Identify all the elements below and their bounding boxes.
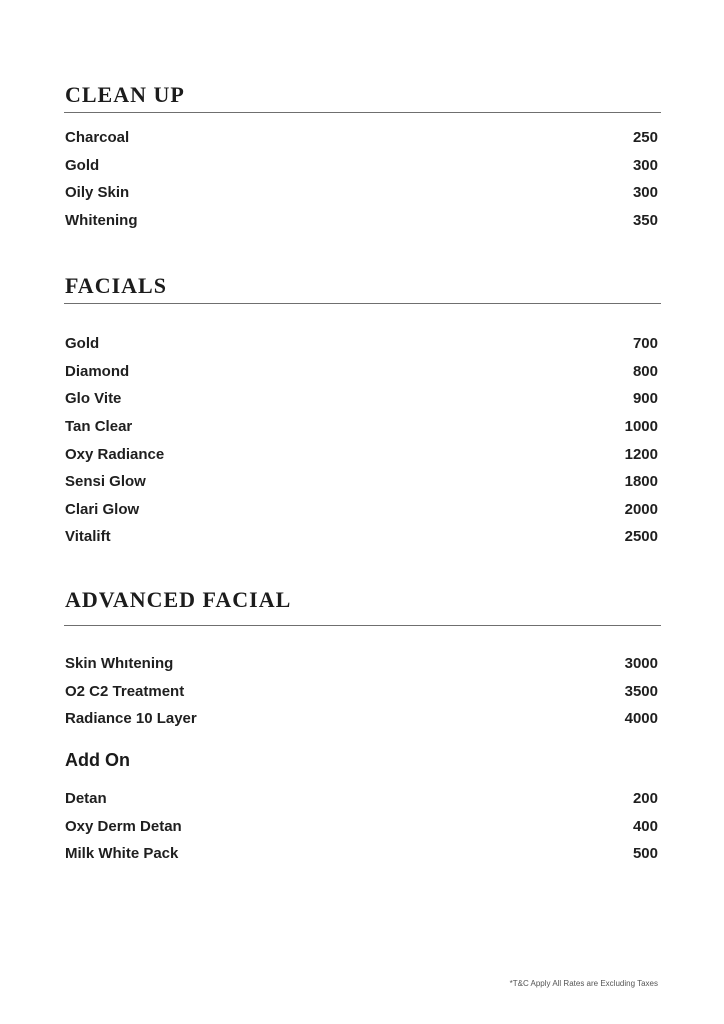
section-divider [64, 303, 661, 304]
section-facials [65, 273, 661, 553]
item-price: 350 [632, 212, 658, 230]
list-item [65, 523, 658, 551]
item-name: Oxy Radiance [65, 445, 165, 463]
price-list [65, 330, 658, 551]
list-item [65, 840, 658, 868]
list-item [65, 705, 658, 733]
list-item [65, 385, 658, 413]
item-price: 4000 [624, 710, 658, 728]
item-price: 900 [632, 390, 658, 408]
list-item [65, 496, 658, 524]
list-item [65, 650, 658, 678]
item-name: Charcoal [65, 129, 130, 147]
list-item [65, 124, 658, 152]
item-price: 500 [632, 845, 658, 863]
item-name: Clari Glow [65, 500, 140, 518]
list-item [65, 179, 658, 207]
item-price: 1800 [624, 473, 658, 491]
item-name: Diamond [65, 362, 130, 380]
list-item [65, 152, 658, 180]
list-item [65, 207, 658, 235]
footnote: *T&C Apply All Rates are Excluding Taxes [509, 979, 658, 988]
item-price: 800 [632, 362, 658, 380]
item-price: 700 [632, 335, 658, 353]
list-item [65, 358, 658, 386]
list-item [65, 813, 658, 841]
item-name: Oily Skin [65, 184, 130, 202]
item-price: 200 [632, 790, 658, 808]
item-price: 250 [632, 129, 658, 147]
item-name: Milk White Pack [65, 845, 179, 863]
list-item [65, 440, 658, 468]
item-name: Sensi Glow [65, 473, 146, 491]
item-price: 3000 [624, 655, 658, 673]
item-name: Oxy Derm Detan [65, 817, 182, 835]
item-name: O2 C2 Treatment [65, 682, 185, 700]
item-price: 2500 [624, 528, 658, 546]
section-divider [64, 625, 661, 626]
item-name: Whitening [65, 212, 138, 230]
section-title: FACIALS [65, 273, 167, 298]
list-item [65, 678, 658, 706]
item-name: Detan [65, 790, 107, 808]
item-name: Gold [65, 335, 100, 353]
list-item [65, 785, 658, 813]
price-list [65, 785, 658, 868]
item-name: Vitalift [65, 528, 111, 546]
item-name: Gold [65, 156, 100, 174]
item-name: Skin Whıtening [65, 655, 174, 673]
list-item [65, 413, 658, 441]
item-name: Radiance 10 Layer [65, 710, 197, 728]
item-name: Glo Vite [65, 390, 122, 408]
item-price: 1200 [624, 445, 658, 463]
item-price: 300 [632, 156, 658, 174]
item-price: 3500 [624, 682, 658, 700]
section-title: ADVANCED FACIAL [65, 587, 292, 612]
item-price: 300 [632, 184, 658, 202]
price-list [65, 124, 658, 234]
section-advanced-facial [65, 588, 661, 738]
item-price: 2000 [624, 500, 658, 518]
section-divider [64, 112, 661, 113]
list-item [65, 468, 658, 496]
section-title: CLEAN UP [65, 82, 185, 107]
item-name: Tan Clear [65, 418, 133, 436]
list-item [65, 330, 658, 358]
price-list [65, 650, 658, 733]
item-price: 1000 [624, 418, 658, 436]
item-price: 400 [632, 817, 658, 835]
section-clean-up [65, 82, 661, 242]
addon-title: Add On [65, 750, 130, 770]
section-add-on [65, 785, 661, 875]
